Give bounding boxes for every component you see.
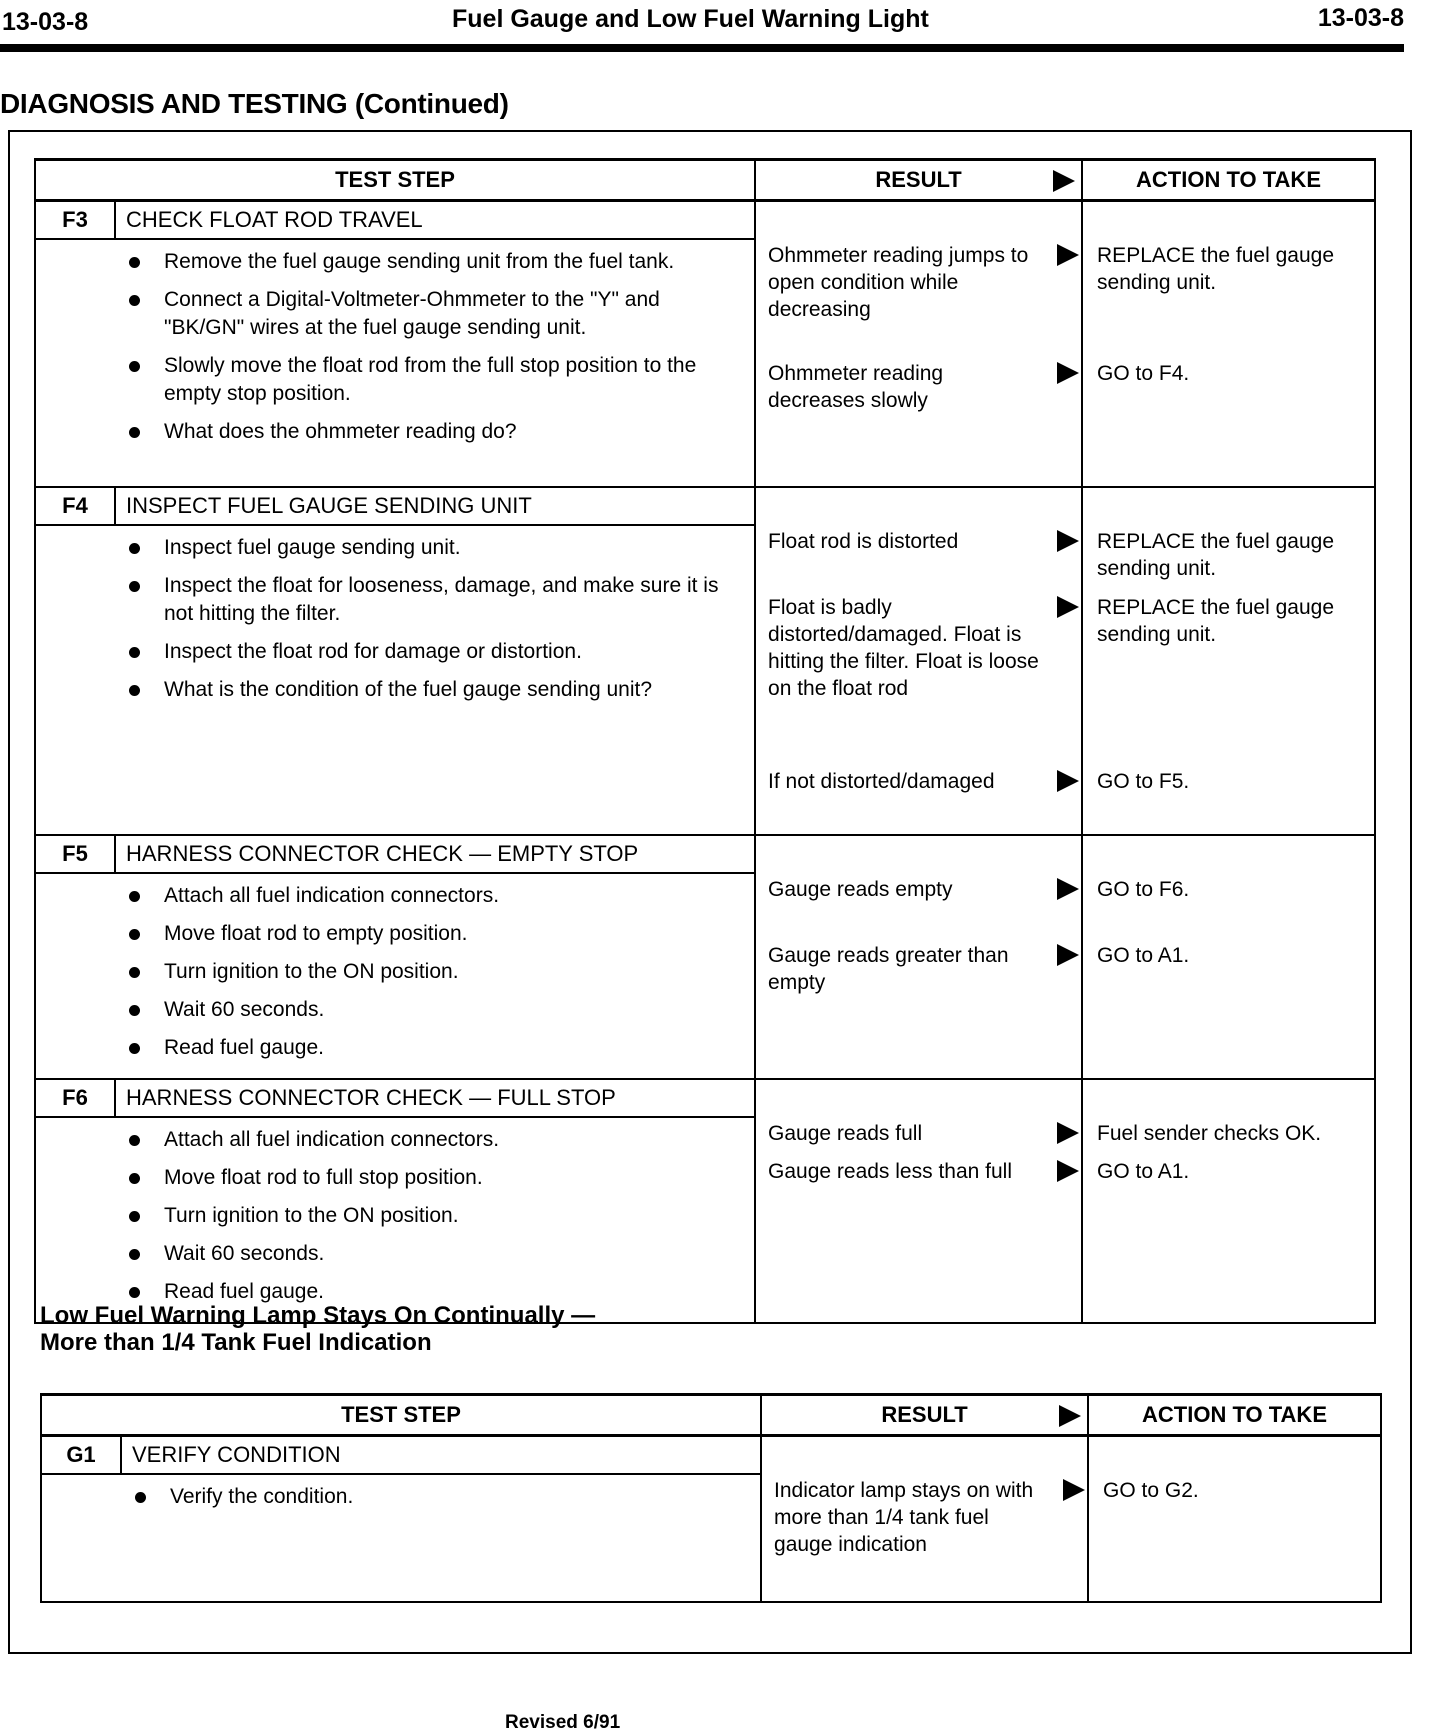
step-title-row-f4	[35, 487, 1375, 525]
result-item: Gauge reads empty	[768, 876, 1081, 932]
step-title-row-f6	[35, 1079, 1375, 1117]
action-item: REPLACE the fuel gauge sending unit.	[1097, 244, 1335, 294]
action-item: GO to G2.	[1103, 1479, 1199, 1502]
diagnosis-table-f	[34, 158, 1376, 1324]
step-title: VERIFY CONDITION	[121, 1436, 761, 1475]
arrow-right-icon	[1057, 1122, 1079, 1144]
steps-cell	[35, 1117, 755, 1323]
subheading	[40, 1302, 595, 1356]
step-title: INSPECT FUEL GAUGE SENDING UNIT	[115, 487, 755, 525]
col-header-test-step: TEST STEP	[35, 160, 755, 201]
steps-cell	[35, 239, 755, 487]
result-item: Float is badly distorted/damaged. Float is hitting the filter. Float is loose on the float rod	[768, 594, 1081, 758]
result-item: Gauge reads greater than empty	[768, 942, 1081, 996]
actions-cell	[1082, 487, 1375, 835]
action-item: GO to A1.	[1097, 944, 1190, 967]
arrow-right-icon	[1057, 770, 1079, 792]
step-bullet: Remove the fuel gauge sending unit from the fuel tank.	[36, 248, 744, 276]
page-title: Fuel Gauge and Low Fuel Warning Light	[452, 5, 929, 33]
subheading-line2: More than 1/4 Tank Fuel Indication	[40, 1329, 432, 1356]
step-title: HARNESS CONNECTOR CHECK — FULL STOP	[115, 1079, 755, 1117]
step-id: F3	[35, 201, 115, 240]
step-bullet: Slowly move the float rod from the full stop position to the empty stop position.	[36, 352, 744, 408]
result-item: Gauge reads less than full	[768, 1158, 1081, 1185]
step-title-row-g1	[41, 1436, 1381, 1475]
step-bullet: Read fuel gauge.	[36, 1034, 744, 1062]
step-title-row-f5	[35, 835, 1375, 873]
arrow-right-icon	[1057, 944, 1079, 966]
col-header-action: ACTION TO TAKE	[1088, 1395, 1381, 1436]
step-bullet: Attach all fuel indication connectors.	[36, 1126, 744, 1154]
steps-cell	[41, 1474, 761, 1602]
subheading-line1: Low Fuel Warning Lamp Stays On Continually —	[40, 1302, 596, 1329]
col-header-action: ACTION TO TAKE	[1082, 160, 1375, 201]
actions-cell	[1088, 1436, 1381, 1603]
step-bullet: Verify the condition.	[42, 1483, 750, 1511]
results-cell	[755, 1079, 1082, 1323]
step-bullet: Inspect fuel gauge sending unit.	[36, 534, 744, 562]
step-bullet: What does the ohmmeter reading do?	[36, 418, 744, 446]
actions-cell	[1082, 1079, 1375, 1323]
step-title: CHECK FLOAT ROD TRAVEL	[115, 201, 755, 240]
arrow-right-icon	[1057, 244, 1079, 266]
results-cell	[761, 1436, 1088, 1603]
arrow-right-icon	[1057, 596, 1079, 618]
page-number-right: 13-03-8	[1317, 4, 1404, 32]
results-cell	[755, 201, 1082, 488]
page-number-left: 13-03-8	[2, 8, 89, 36]
action-item: GO to F4.	[1097, 362, 1190, 385]
page-header	[0, 0, 1404, 48]
arrow-right-icon	[1053, 170, 1075, 192]
arrow-right-icon	[1057, 1160, 1079, 1182]
step-bullet: Wait 60 seconds.	[36, 996, 744, 1024]
steps-cell	[35, 525, 755, 835]
action-item: Fuel sender checks OK.	[1097, 1122, 1322, 1145]
result-item: Indicator lamp stays on with more than 1/4 tank fuel gauge indication	[774, 1477, 1087, 1558]
table-header-row	[35, 160, 1375, 201]
col-header-result-label: RESULT	[875, 167, 962, 192]
arrow-right-icon	[1059, 1405, 1081, 1427]
action-item: REPLACE the fuel gauge sending unit.	[1097, 596, 1335, 646]
action-item: GO to F6.	[1097, 878, 1190, 901]
actions-cell	[1082, 835, 1375, 1079]
step-title-row-f3	[35, 201, 1375, 240]
step-bullet: What is the condition of the fuel gauge sending unit?	[36, 676, 744, 704]
col-header-result	[761, 1395, 1088, 1436]
step-bullet: Read fuel gauge.	[36, 1278, 744, 1306]
step-bullet: Inspect the float rod for damage or distortion.	[36, 638, 744, 666]
steps-cell	[35, 873, 755, 1079]
step-bullet: Attach all fuel indication connectors.	[36, 882, 744, 910]
actions-cell	[1082, 201, 1375, 488]
step-bullet: Connect a Digital-Voltmeter-Ohmmeter to the "Y" and "BK/GN" wires at the fuel gauge sending unit.	[36, 286, 744, 342]
revision-footer: Revised 6/91	[505, 1712, 621, 1733]
step-bullet: Turn ignition to the ON position.	[36, 958, 744, 986]
result-item: Gauge reads full	[768, 1120, 1081, 1148]
step-bullet: Turn ignition to the ON position.	[36, 1202, 744, 1230]
result-item: Float rod is distorted	[768, 528, 1081, 584]
arrow-right-icon	[1057, 878, 1079, 900]
step-bullet: Inspect the float for looseness, damage, and make sure it is not hitting the filter.	[36, 572, 744, 628]
step-bullet: Move float rod to empty position.	[36, 920, 744, 948]
step-id: F5	[35, 835, 115, 873]
step-bullet: Wait 60 seconds.	[36, 1240, 744, 1268]
result-item: Ohmmeter reading decreases slowly	[768, 360, 1081, 414]
arrow-right-icon	[1057, 362, 1079, 384]
table-header-row	[41, 1395, 1381, 1436]
step-id: G1	[41, 1436, 121, 1475]
section-heading: DIAGNOSIS AND TESTING (Continued)	[0, 88, 509, 119]
arrow-right-icon	[1057, 530, 1079, 552]
step-bullet: Move float rod to full stop position.	[36, 1164, 744, 1192]
diagnosis-table-g	[40, 1393, 1382, 1603]
col-header-result	[755, 160, 1082, 201]
action-item: GO to A1.	[1097, 1160, 1190, 1183]
result-item: Ohmmeter reading jumps to open condition while decreasing	[768, 242, 1081, 350]
result-item: If not distorted/damaged	[768, 768, 1081, 795]
step-title: HARNESS CONNECTOR CHECK — EMPTY STOP	[115, 835, 755, 873]
step-id: F4	[35, 487, 115, 525]
col-header-result-label: RESULT	[881, 1402, 968, 1427]
action-item: GO to F5.	[1097, 770, 1190, 793]
step-id: F6	[35, 1079, 115, 1117]
results-cell	[755, 487, 1082, 835]
col-header-test-step: TEST STEP	[41, 1395, 761, 1436]
action-item: REPLACE the fuel gauge sending unit.	[1097, 530, 1335, 580]
arrow-right-icon	[1063, 1479, 1085, 1501]
header-rule	[0, 44, 1404, 52]
results-cell	[755, 835, 1082, 1079]
